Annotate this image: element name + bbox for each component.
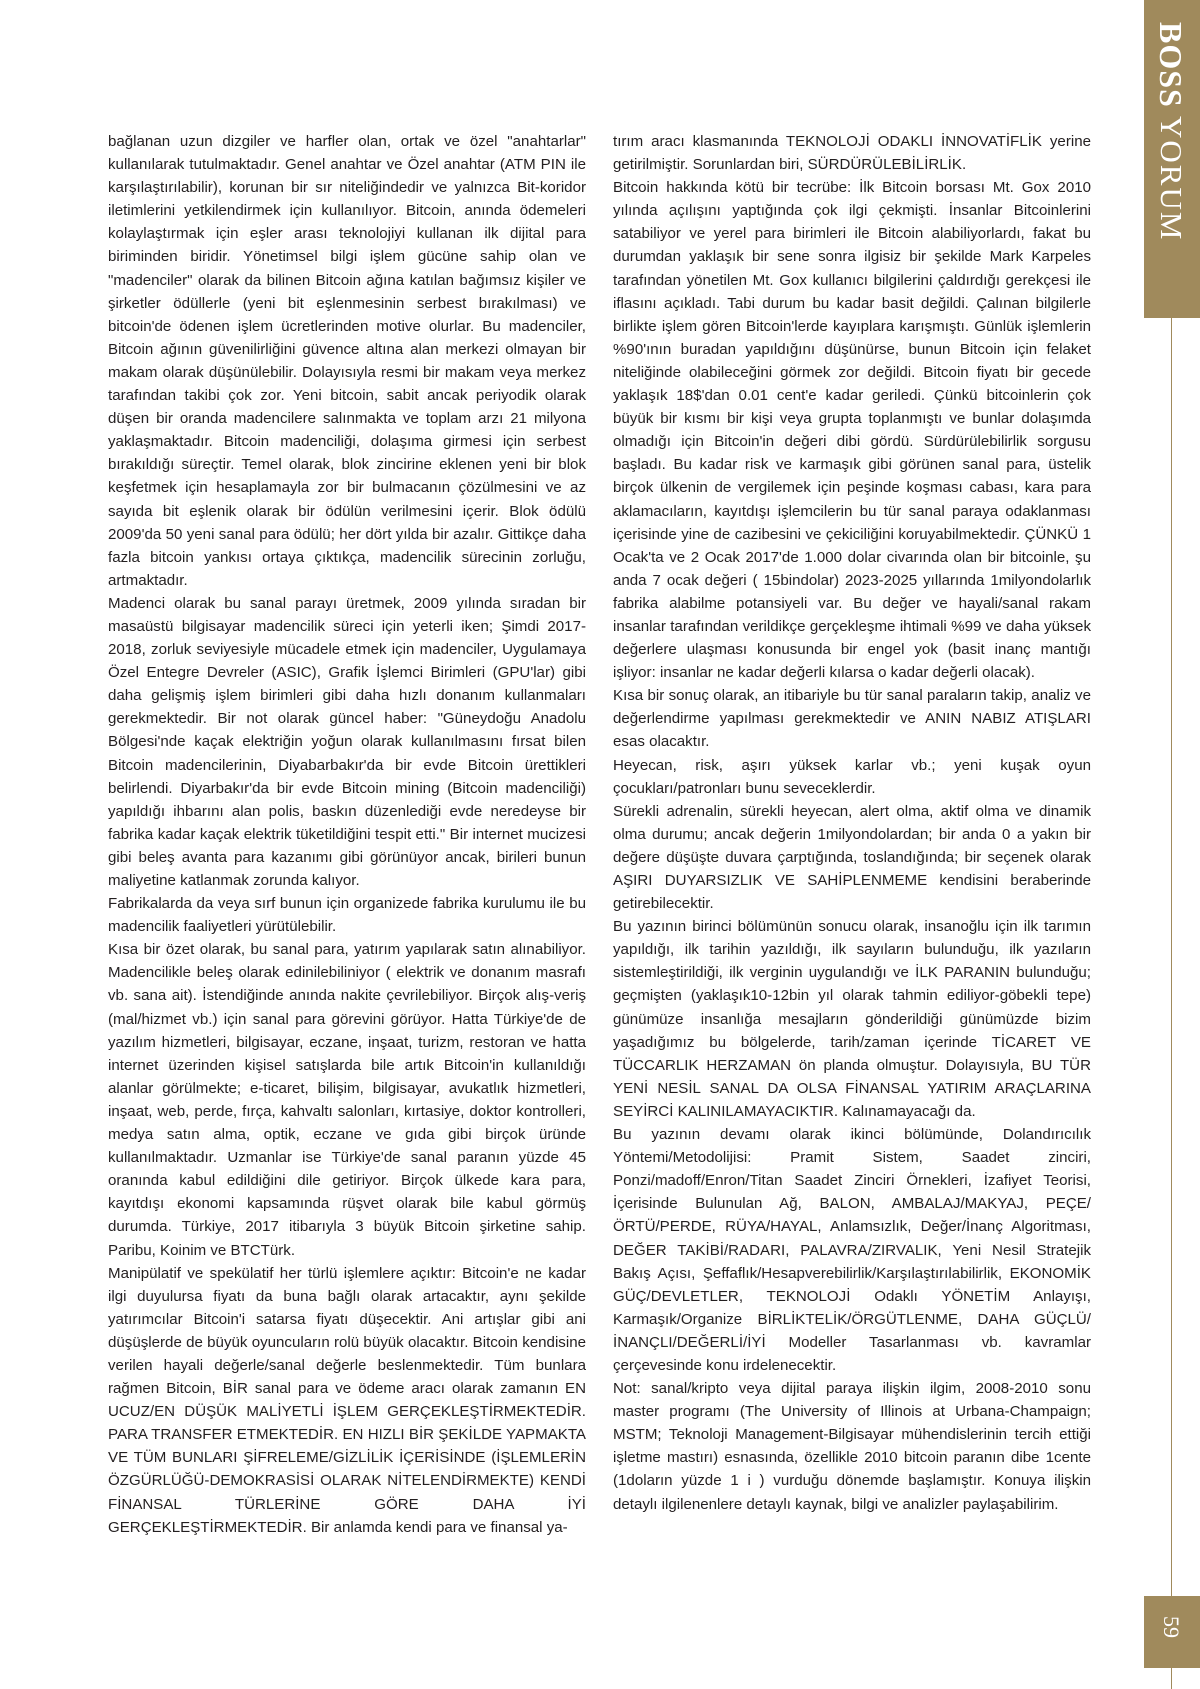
article-column-right [613,130,1091,1516]
paragraph: Bu yazının birinci bölümünün sonucu olarak, insanoğlu için ilk tarımın yapıldığı, ilk tarihin yazıldığı, ilk sayıların bulunduğu, ilk yazıların sistemleştirildiği, ilk verginin uygulandığı ve İLK PARANIN bulunduğu; geçmişten (yaklaşık10-12bin yıl olarak tahmin ediliyor-göbekli tepe) günümüze insanlığa mesajların gönderildiği günümüzde bizim yaşadığımız bu bölgelerde, tarih/zaman içerinde TİCARET VE TÜCCARLIK HERZAMAN ön planda olmuştur. Dolayısıyla, BU TÜR YENİ NESİL SANAL DA OLSA FİNANSAL YATIRIM ARAÇLARINA SEYİRCİ KALINILAMAYACIKTIR. Kalınamayacağı da. [613,918,1091,1120]
paragraph: Not: sanal/kripto veya dijital paraya ilişkin ilgim, 2008-2010 sonu master programı (The University of Illinois at Urbana-Champaign; MSTM; Teknoloji Management-Bilgisayar mühendislerinin tercih ettiği işletme mastırı) esnasında, özellikle 2010 bitcoin paranın dibe 1cente (1doların yüzde 1 i ) vurduğu dönemde başlamıştır. Konuya ilişkin detaylı ilgilenenlere detaylı kaynak, bilgi ve analizler paylaşabilirim. [613,1380,1091,1513]
paragraph: Manipülatif ve spekülatif her türlü işlemlere açıktır: Bitcoin'e ne kadar ilgi duyulursa fiyatı da buna bağlı olarak artacaktır, aynı şekilde yatırımcılar Bitcoin'i satarsa fiyatı düşecektir. Ani artışlar gibi ani düşüşlerde de büyük oyuncuların rolü büyük olacaktır. Bitcoin kendisine verilen hayali değerle/sanal değerle beslenmektedir. Tüm bunlara rağmen Bitcoin, BİR sanal para ve ödeme aracı olarak zamanın EN UCUZ/EN DÜŞÜK MALİYETLİ İŞLEM GERÇEKLEŞTİRMEKTEDİR. PARA TRANSFER ETMEKTEDİR. EN HIZLI BİR ŞEKİLDE YAPMAKTA VE TÜM BUNLARI ŞİFRELEME/GİZLİLİK İÇERİSİNDE (İŞLEMLERİN ÖZGÜRLÜĞÜ-DEMOKRASİSİ OLARAK NİTELENDİRMEKTE) KENDİ FİNANSAL TÜRLERİNE GÖRE DAHA İYİ GERÇEKLEŞTİRMEKTEDİR. Bir anlamda kendi para ve finansal ya- [108,1264,586,1536]
paragraph: Madenci olarak bu sanal parayı üretmek, 2009 yılında sıradan bir masaüstü bilgisayar madencilik süreci için yeterli iken; Şimdi 2017-2018, zorluk seviyesiyle mücadele etmek için madenciler, Uygulamaya Özel Entegre Devreler (ASIC), Grafik İşlemci Birimleri (GPU'lar) gibi daha gelişmiş işlem birimleri gibi daha hızlı donanım kullanmaları gerekmektedir. Bir not olarak güncel haber: "Güneydoğu Anadolu Bölgesi'nde kaçak elektriğin yoğun olarak kullanılmasını fırsat bilen Bitcoin madencilerinin, Diyabarbakır'da bir evde Bitcoin ürettikleri belirlendi. Diyarbakır'da bir evde Bitcoin mining (Bitcoin madenciliği) yapıldığı ihbarını alan polis, baskın düzenlediği evde neredeyse bir fabrika kadar kaçak elektrik tüketildiğini tespit etti." Bir internet mucizesi gibi beleş avanta para kazanımı gibi görünüyor ancak, birileri bunun maliyetine katlanmak zorunda kalıyor. [108,594,586,889]
page-number: 59 [1159,1616,1184,1638]
paragraph: Fabrikalarda da veya sırf bunun için organizede fabrika kurulumu ile bu madencilik faaliyetleri yürütülebilir. [108,895,586,936]
paragraph: Sürekli adrenalin, sürekli heyecan, alert olma, aktif olma ve dinamik olma durumu; ancak değerin 1milyondolardan; bir anda 0 a yakın bir değere düşüşte duvara çarptığında, toslandığında; bir seçenek olarak AŞIRI DUYARSIZLIK VE SAHİPLENMEME kendisini beraberinde getirebilecektir. [613,802,1091,913]
paragraph: Kısa bir özet olarak, bu sanal para, yatırım yapılarak satın alınabiliyor. Madencilikle beleş olarak edinilebiliniyor ( elektrik ve donanım masrafı vb. sana ait). İstendiğinde anında nakite çevrilebiliyor. Birçok alış-veriş (mal/hizmet vb.) için sanal para görevini görüyor. Hatta Türkiye'de de yazılım hizmetleri, bilgisayar, eczane, inşaat, turizm, restoran ve hatta internet üzerinden kişisel satışlarda bile artık Bitcoin'in kullanıldığı alanlar görülmekte; e-ticaret, bilişim, bilgisayar, avukatlık hizmetleri, inşaat, web, perde, fırça, kahvaltı salonları, kırtasiye, doktor kontrolleri, medya satın alma, optik, eczane ve gıda gibi birçok üründe kullanılmaktadır. Uzmanlar ise Türkiye'de sanal paranın yüzde 45 oranında kabul edildiğini dile getiriyor. Birçok ülkede kara para, kayıtdışı ekonomi kapsamında rüşvet olarak bile kabul görmüş durumda. Türkiye, 2017 itibarıyla 3 büyük Bitcoin şirketine sahip. Paribu, Koinim ve BTCTürk. [108,941,586,1259]
paragraph: Kısa bir sonuç olarak, an itibariyle bu tür sanal paraların takip, analiz ve değerlendirme yapılması gerekmektedir ve ANIN NABIZ ATIŞLARI esas olacaktır. [613,687,1091,751]
sidebar-divider [1171,318,1172,1596]
paragraph: bağlanan uzun dizgiler ve harfler olan, ortak ve özel "anahtarlar" kullanılarak tutulmaktadır. Genel anahtar ve Özel anahtar (ATM PIN ile karşılaştırılabilir), korunan bir sır niteliğindedir ve yalnızca Bit-koridor iletimlerini yetkilendirmek için kullanılıyor. Bitcoin, anında ödemeleri kolaylaştırmak için eşler arası teknolojiyi kullanan ilk dijital para biriminden biridir. Yönetimsel bilgi işlem gücüne sahip olan ve "madenciler" olarak da bilinen Bitcoin ağına katılan bağımsız kişiler ve şirketler ödüllerle (yeni bit eşlenmesinin serbest bırakılması) ve bitcoin'de ödenen işlem ücretlerinden motive olurlar. Bu madenciler, Bitcoin ağının güvenilirliğini güvence altına alan merkezi olmayan bir makam olarak düşünülebilir. Dolayısıyla resmi bir makam veya merkez tarafından takibi çok zor. Yeni bitcoin, sabit ancak periyodik olarak düşen bir oranda madencilere salınmakta ve toplam arzı 21 milyona yaklaşmaktadır. Bitcoin madenciliği, dolaşıma girmesi için serbest bırakıldığı süreçtir. Temel olarak, blok zincirine eklenen yeni bir blok keşfetmek için hesaplamayla zor bir bulmacanın çözülmesini ve az sayıda bit eşlenik olarak bir ödülün verilmesini içerir. Blok ödülü 2009'da 50 yeni sanal para ödülü; her dört yılda bir azalır. Gittikçe daha fazla bitcoin yankısı ortaya çıktıkça, madencilik sürecinin zorluğu, artmaktadır. [108,133,586,589]
sidebar-divider [1171,1668,1172,1689]
article-column-left [108,130,586,1539]
brand-logo: BOSS [1153,22,1189,108]
brand-box [1144,0,1200,318]
paragraph: Bitcoin hakkında kötü bir tecrübe: İlk Bitcoin borsası Mt. Gox 2010 yılında açılışını yaptığında çok ilgi çekmişti. İnsanlar Bitcoinlerini satabiliyor ve yerel para birimleri ile Bitcoin alabiliyorlardı, fakat bu durumdan yaklaşık bir sene sonra ilgisiz bir şekilde Mark Karpeles tarafından yönetilen Mt. Gox kullanıcı bilgilerini çaldırdığı gerekçesi ile iflasını açıkladı. Tabi durum bu kadar basit değildi. Çalınan bilgilerle birlikte işlem gören Bitcoin'lerde kayıplara karışmıştı. Günlük işlemlerin %90'ının buradan yapıldığını düşünürse, bunun Bitcoin için felaket niteliğinde olabileceğini görmek zor değildi. Bitcoin fiyatı bir gecede yaklaşık 18$'dan 0.01 cent'e kadar geriledi. Çünkü bitcoinlerin çok büyük bir kısmı bir kişi veya grupta toplanmıştı ve bunlar dolaşımda olmadığı için Bitcoin'in değeri dibi gördü. Sürdürülebilirlik sorgusu başladı. Bu kadar risk ve karmaşık gibi görünen sanal para, üstelik birçok ülkenin de vergilemek için peşinde koşması cabası, kara para aklamacıların, kayıtdışı işlemcilerin bu tür sanal paraya odaklanması içerisinde yine de cazibesini ve çekiciliğini koruyabilmektedir. ÇÜNKÜ 1 Ocak'ta ve 2 Ocak 2017'de 1.000 dolar civarında olan bir bitcoinle, şu anda 7 ocak değeri ( 15bindolar) 2023-2025 yıllarında 1milyondolarlık fabrika alabilme potansiyeli var. Bu değer ve hayali/sanal rakam insanlar tarafından verildikçe gerçekleşme ihtimali %99 ve daha yüksek değerlere ulaşması konusunda bir engel yok (basit inanç mantığı işliyor: insanlar ne kadar değerli kılarsa o kadar değerli olacak). [613,179,1091,682]
brand-text [1152,22,1189,241]
paragraph: Heyecan, risk, aşırı yüksek karlar vb.; yeni kuşak oyun çocukları/patronları bunu seveceklerdir. [613,756,1091,797]
paragraph: tırım aracı klasmanında TEKNOLOJİ ODAKLI İNNOVATİFLİK yerine getirilmiştir. Sorunlardan biri, SÜRDÜRÜLEBİLİRLİK. [613,133,1091,174]
page-number-box [1144,1596,1200,1668]
page-sidebar [1144,0,1200,1689]
paragraph: Bu yazının devamı olarak ikinci bölümünde, Dolandırıcılık Yöntemi/Metodolijisi: Pramit Sistem, Saadet zinciri, Ponzi/madoff/Enron/Titan Saadet Zinciri Örnekleri, İzafiyet Teorisi, İçerisinde Bulunulan Ağ, BALON, AMBALAJ/MAKYAJ, PEÇE/ÖRTÜ/PERDE, RÜYA/HAYAL, Anlamsızlık, Değer/İnanç Algoritması, DEĞER TAKİBİ/RADARI, PALAVRA/ZIRVALIK, Yeni Nesil Stratejik Bakış Açısı, Şeffaflık/Hesapverebilirlik/Karşılaştırılabilirlik, EKONOMİK GÜÇ/DEVLETLER, TEKNOLOJİ Odaklı YÖNETİM Anlayışı, Karmaşık/Organize BİRLİKTELİK/ÖRGÜTLENME, DAHA GÜÇLÜ/İNANÇLI/DEĞERLİ/İYİ Modeller Tasarlanması vb. kavramlar çerçevesinde konu irdelenecektir. [613,1126,1091,1374]
section-label: YORUM [1154,115,1189,242]
